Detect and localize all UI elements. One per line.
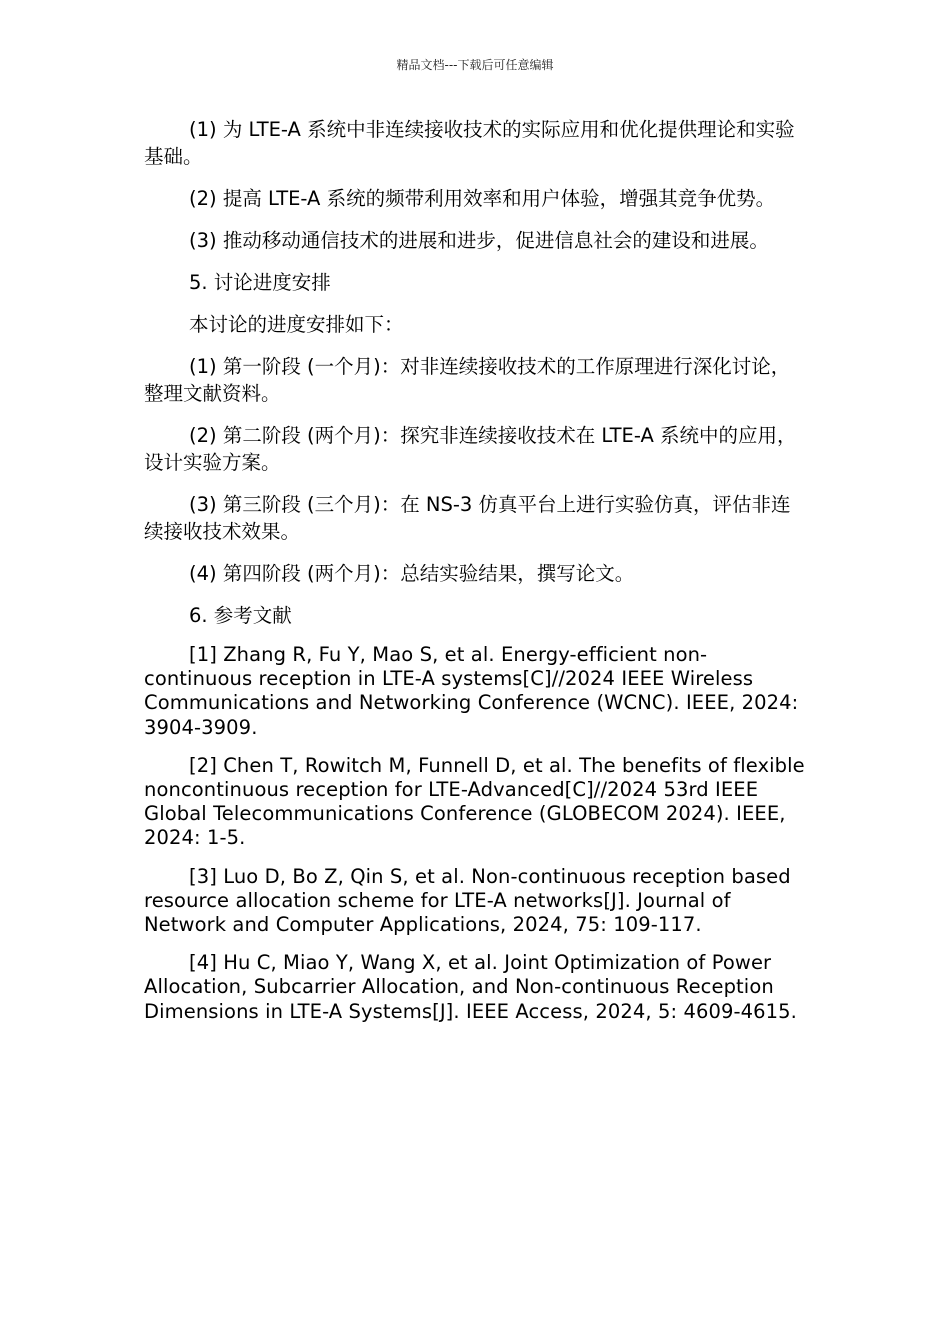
- schedule-stage-3: (3) 第三阶段 (三个月)：在 NS-3 仿真平台上进行实验仿真，评估非连续接收技术效果。: [144, 493, 791, 543]
- reference-item-1: [1] Zhang R, Fu Y, Mao S, et al. Energy-efficient non-continuous reception in LTE-A systems[C]//2024 IEEE Wireless Communications and Networking Conference (WCNC). IEEE, 2024: 3904-3909.: [144, 643, 799, 739]
- schedule-intro: 本讨论的进度安排如下：: [189, 313, 404, 336]
- schedule-stage-4: (4) 第四阶段 (两个月)：总结实验结果，撰写论文。: [189, 562, 635, 585]
- section-heading-schedule: 5. 讨论进度安排: [189, 271, 331, 294]
- schedule-stage-1: (1) 第一阶段 (一个月)：对非连续接收技术的工作原理进行深化讨论，整理文献资料。: [144, 355, 791, 405]
- goal-item-2: (2) 提高 LTE-A 系统的频带利用效率和用户体验，增强其竞争优势。: [189, 187, 776, 210]
- schedule-stage-2: (2) 第二阶段 (两个月)：探究非连续接收技术在 LTE-A 系统中的应用，设计实验方案。: [144, 424, 797, 474]
- reference-item-2: [2] Chen T, Rowitch M, Funnell D, et al. The benefits of flexible noncontinuous reception for LTE-Advanced[C]//2024 53rd IEEE Global Telecommunications Conference (GLOBECOM 2024). IEEE, 2024: 1-5.: [144, 753, 805, 850]
- goal-item-3: (3) 推动移动通信技术的进展和进步，促进信息社会的建设和进展。: [189, 229, 769, 252]
- reference-item-4: [4] Hu C, Miao Y, Wang X, et al. Joint Optimization of Power Allocation, Subcarrier Allocation, and Non-continuous Reception Dimensions in LTE-A Systems[J]. IEEE Access, 2024, 5: 4609-4615.: [144, 951, 797, 1023]
- reference-item-3: [3] Luo D, Bo Z, Qin S, et al. Non-continuous reception based resource allocation scheme for LTE-A networks[J]. Journal of Network and Computer Applications, 2024, 75: 109-117.: [144, 864, 791, 937]
- page-header: 精品文档---下载后可任意编辑: [396, 58, 554, 72]
- document-body: [144, 116, 808, 1038]
- section-heading-references: 6. 参考文献: [189, 604, 292, 627]
- goal-item-1: (1) 为 LTE-A 系统中非连续接收技术的实际应用和优化提供理论和实验基础。: [144, 118, 795, 168]
